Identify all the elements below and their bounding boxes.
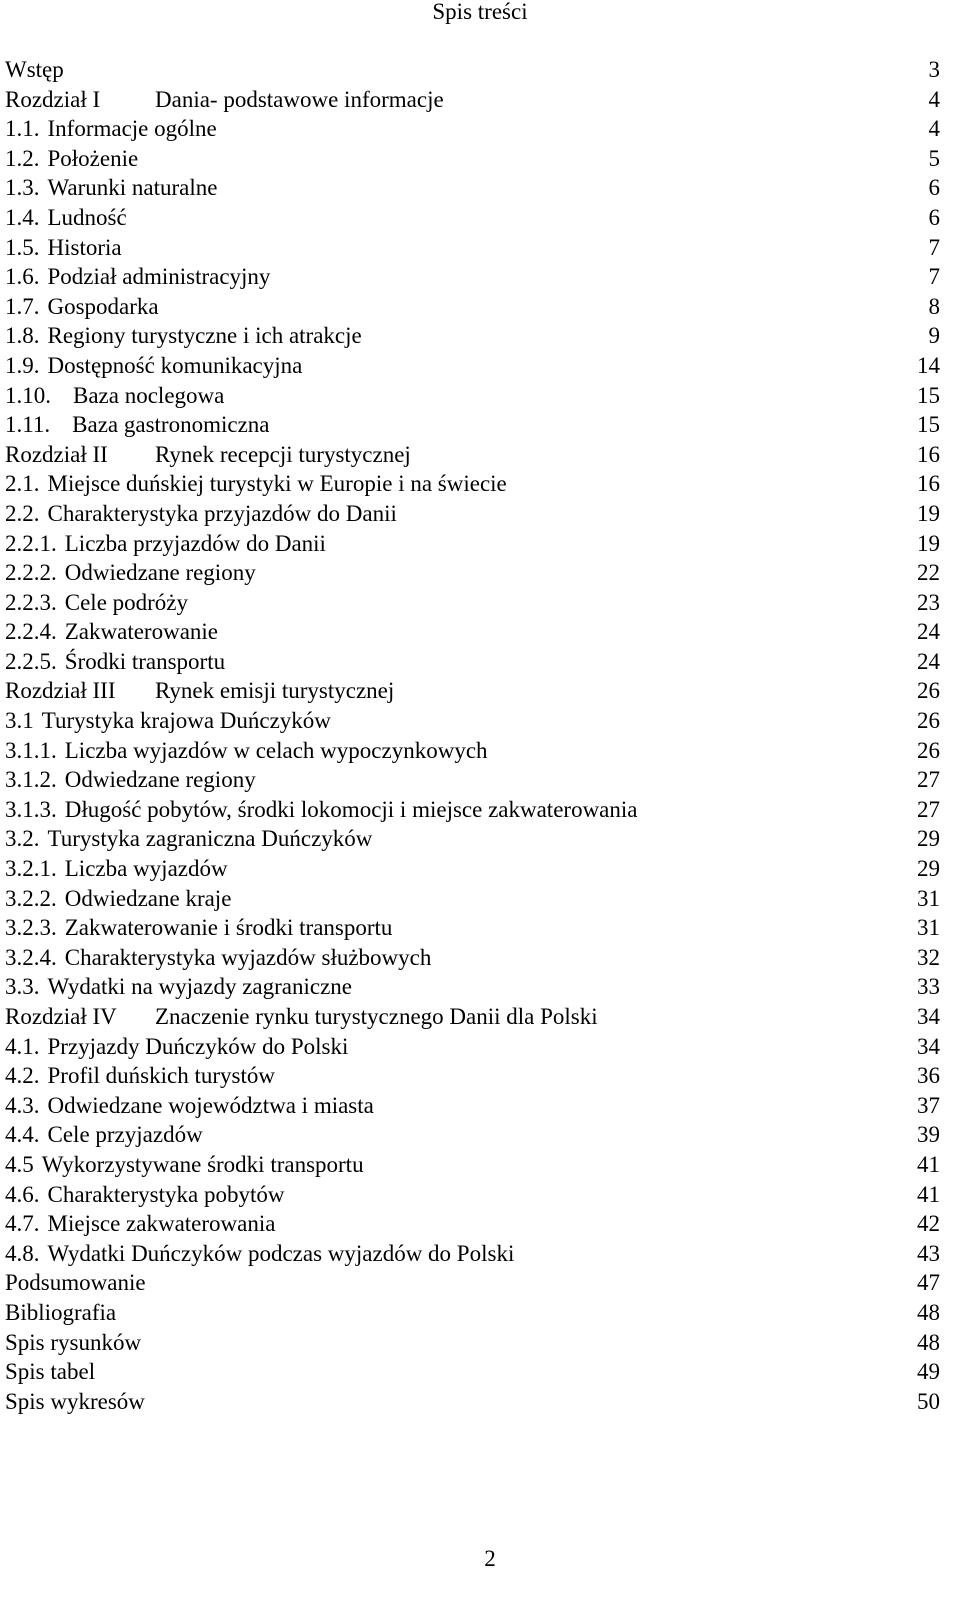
toc-entry bbox=[5, 706, 940, 736]
toc-entry-number: 3.1.1. bbox=[5, 737, 57, 763]
toc-entry bbox=[5, 114, 940, 144]
toc-entry-page: 7 bbox=[928, 264, 940, 290]
toc-entry-page: 41 bbox=[917, 1151, 940, 1177]
toc-entry-page: 15 bbox=[917, 412, 940, 438]
toc-entry-number: Rozdział III bbox=[5, 678, 116, 704]
toc-entry-number: 2.2.3. bbox=[5, 589, 57, 615]
toc-entry-number: 3.2.3. bbox=[5, 915, 57, 941]
toc-entry-title: Położenie bbox=[47, 145, 139, 171]
toc-entry-page: 26 bbox=[917, 678, 940, 704]
toc-entry bbox=[5, 824, 940, 854]
toc-entry-title: Długość pobytów, środki lokomocji i miejsce zakwaterowania bbox=[64, 796, 638, 822]
toc-entry-page: 47 bbox=[917, 1270, 940, 1296]
toc-entry bbox=[5, 410, 940, 440]
toc-entry-page: 24 bbox=[917, 619, 940, 645]
toc-entry bbox=[5, 1298, 940, 1328]
toc-entry-title: Historia bbox=[47, 234, 122, 260]
toc-entry bbox=[5, 1091, 940, 1121]
toc-entry-title: Baza gastronomiczna bbox=[72, 412, 270, 438]
toc-entry-number: Rozdział IV bbox=[5, 1004, 117, 1029]
toc-entry-title: Przyjazdy Duńczyków do Polski bbox=[47, 1033, 349, 1059]
toc-entry bbox=[5, 381, 940, 411]
toc-entry-title: Odwiedzane regiony bbox=[64, 560, 256, 586]
toc-entry bbox=[5, 1120, 940, 1150]
toc-entry bbox=[5, 647, 940, 677]
toc-entry bbox=[5, 1180, 940, 1210]
toc-entry bbox=[5, 1061, 940, 1091]
toc-entry bbox=[5, 440, 940, 470]
toc-entry bbox=[5, 1357, 940, 1387]
toc-entry-number: 3.2.1. bbox=[5, 856, 57, 882]
toc-entry bbox=[5, 292, 940, 322]
toc-entry-title: Wykorzystywane środki transportu bbox=[41, 1151, 364, 1177]
toc-entry-page: 22 bbox=[917, 560, 940, 586]
toc-entry-number: 4.2. bbox=[5, 1063, 40, 1089]
toc-entry bbox=[5, 1032, 940, 1062]
toc-entry-number: 4.7. bbox=[5, 1211, 40, 1237]
toc-entry bbox=[5, 588, 940, 618]
toc-entry-number: 3.3. bbox=[5, 974, 40, 1000]
toc-entry-title: Baza noclegowa bbox=[73, 382, 225, 408]
toc-entry bbox=[5, 972, 940, 1002]
toc-entry-title: Liczba wyjazdów w celach wypoczynkowych bbox=[64, 737, 488, 763]
toc-entry-number: 3.2.4. bbox=[5, 944, 57, 970]
toc-entry-page: 31 bbox=[917, 915, 940, 941]
toc-entry-title: Znaczenie rynku turystycznego Danii dla Polski bbox=[155, 1004, 598, 1029]
toc-entry-number: 2.2.1. bbox=[5, 530, 57, 556]
toc-entry-page: 26 bbox=[917, 708, 940, 734]
toc-entry-page: 37 bbox=[917, 1092, 940, 1118]
toc-entry bbox=[5, 262, 940, 292]
toc-entry-title: Środki transportu bbox=[64, 648, 226, 674]
toc-entry-title: Zakwaterowanie bbox=[64, 619, 219, 645]
toc-entry-page: 42 bbox=[917, 1211, 940, 1237]
toc-entry-page: 3 bbox=[928, 57, 940, 82]
toc-entry bbox=[5, 558, 940, 588]
toc-entry-title: Gospodarka bbox=[47, 293, 159, 319]
toc-entry-title: Zakwaterowanie i środki transportu bbox=[64, 915, 393, 941]
toc-entry bbox=[5, 173, 940, 203]
toc-entry-page: 41 bbox=[917, 1181, 940, 1207]
toc-entry-number: 1.3. bbox=[5, 175, 40, 201]
toc-entry-title: Miejsce duńskiej turystyki w Europie i na świecie bbox=[47, 471, 507, 497]
toc-entry-number: Rozdział II bbox=[5, 441, 108, 467]
toc-entry-title: Informacje ogólne bbox=[47, 116, 217, 142]
toc-entry-page: 14 bbox=[917, 352, 940, 378]
toc-entry-number: 1.9. bbox=[5, 352, 40, 378]
toc-entry-title: Charakterystyka wyjazdów służbowych bbox=[64, 944, 432, 970]
toc-entry-title: Profil duńskich turystów bbox=[47, 1063, 275, 1089]
toc-entry-number: 1.11. bbox=[5, 412, 51, 438]
toc-entry bbox=[5, 321, 940, 351]
toc-entry-page: 39 bbox=[917, 1122, 940, 1148]
toc-entry-page: 27 bbox=[917, 796, 940, 822]
toc-entry bbox=[5, 351, 940, 381]
toc-entry-title: Rynek emisji turystycznej bbox=[155, 678, 395, 704]
toc-entry bbox=[5, 233, 940, 263]
toc-entry-title: Rynek recepcji turystycznej bbox=[155, 441, 411, 467]
toc-entry-number: 4.4. bbox=[5, 1122, 40, 1148]
toc-entry-page: 27 bbox=[917, 767, 940, 793]
toc-entry bbox=[5, 85, 940, 115]
toc-entry-title: Wydatki Duńczyków podczas wyjazdów do Polski bbox=[47, 1240, 515, 1266]
toc-entry-title: Turystyka zagraniczna Duńczyków bbox=[47, 826, 373, 852]
toc-entry-number: 3.1.2. bbox=[5, 767, 57, 793]
toc-entry-page: 29 bbox=[917, 826, 940, 852]
toc-entry-number: 4.5 bbox=[5, 1151, 34, 1177]
toc-entry-title: Cele podróży bbox=[64, 589, 189, 615]
toc-entry bbox=[5, 1002, 940, 1032]
toc-entry bbox=[5, 1150, 940, 1180]
toc-entry-page: 24 bbox=[917, 648, 940, 674]
toc-entry-page: 31 bbox=[917, 885, 940, 911]
toc-entry-page: 26 bbox=[917, 737, 940, 763]
toc-entry-page: 50 bbox=[917, 1388, 940, 1414]
toc-entry-title: Odwiedzane województwa i miasta bbox=[47, 1092, 374, 1118]
toc-entry-number: 1.7. bbox=[5, 293, 40, 319]
toc-entry-title: Odwiedzane kraje bbox=[64, 885, 232, 911]
toc-entry bbox=[5, 676, 940, 706]
toc-entry-number: 4.1. bbox=[5, 1033, 40, 1059]
toc-entry-number: 4.8. bbox=[5, 1240, 40, 1266]
toc-entry bbox=[5, 765, 940, 795]
toc-entry-page: 33 bbox=[917, 974, 940, 1000]
toc-entry bbox=[5, 469, 940, 499]
toc-entry-number: 1.4. bbox=[5, 204, 40, 230]
toc-entry-number: 3.1 bbox=[5, 708, 34, 734]
toc-entry-page: 7 bbox=[928, 234, 940, 260]
toc-entry-title: Charakterystyka pobytów bbox=[47, 1181, 285, 1207]
toc-entry-page: 6 bbox=[928, 204, 940, 230]
toc-entry-page: 8 bbox=[928, 293, 940, 319]
toc-entry bbox=[5, 1239, 940, 1269]
toc-entry-page: 34 bbox=[917, 1033, 940, 1059]
toc-entry-number: 2.2. bbox=[5, 500, 40, 526]
toc-entry bbox=[5, 617, 940, 647]
toc-entry-number: 1.5. bbox=[5, 234, 40, 260]
toc-entry-page: 9 bbox=[928, 323, 940, 349]
toc-entry-title: Liczba wyjazdów bbox=[64, 856, 228, 882]
toc-entry-page: 16 bbox=[917, 441, 940, 467]
toc-entry-page: 43 bbox=[917, 1240, 940, 1266]
toc-entry-number: 3.2. bbox=[5, 826, 40, 852]
toc-entry-title: Regiony turystyczne i ich atrakcje bbox=[47, 323, 362, 349]
toc-entry-number: 4.3. bbox=[5, 1092, 40, 1118]
toc-entry-number: 2.2.4. bbox=[5, 619, 57, 645]
toc-entry-page: 16 bbox=[917, 471, 940, 497]
toc-entry-number: 2.2.2. bbox=[5, 560, 57, 586]
toc-entry-title: Spis rysunków bbox=[5, 1329, 142, 1355]
toc-entry bbox=[5, 736, 940, 766]
toc-entry-page: 5 bbox=[928, 145, 940, 171]
toc-entry-number: 4.6. bbox=[5, 1181, 40, 1207]
toc-entry-title: Podsumowanie bbox=[5, 1270, 146, 1296]
toc-entry bbox=[5, 1209, 940, 1239]
toc-entry-title: Wstęp bbox=[5, 57, 64, 82]
toc-entry-page: 48 bbox=[917, 1299, 940, 1325]
toc-entry-title: Charakterystyka przyjazdów do Danii bbox=[47, 500, 397, 526]
toc-entry bbox=[5, 499, 940, 529]
toc-entry-page: 48 bbox=[917, 1329, 940, 1355]
toc-entry-number: 2.1. bbox=[5, 471, 40, 497]
toc-entry bbox=[5, 854, 940, 884]
toc-entry-page: 29 bbox=[917, 856, 940, 882]
toc-entry-page: 19 bbox=[917, 530, 940, 556]
toc-entry-number: 1.2. bbox=[5, 145, 40, 171]
toc-entry-number: 1.8. bbox=[5, 323, 40, 349]
toc-entry bbox=[5, 913, 940, 943]
toc-entry bbox=[5, 55, 940, 85]
toc-entry-title: Cele przyjazdów bbox=[47, 1122, 203, 1148]
toc-entry-page: 32 bbox=[917, 944, 940, 970]
toc-entry-number: 1.6. bbox=[5, 264, 40, 290]
toc-entry bbox=[5, 529, 940, 559]
toc-entry-number: 3.1.3. bbox=[5, 796, 57, 822]
toc-entry-number: 3.2.2. bbox=[5, 885, 57, 911]
toc-entry bbox=[5, 1328, 940, 1358]
toc-entry-title: Wydatki na wyjazdy zagraniczne bbox=[47, 974, 352, 1000]
toc-entry bbox=[5, 795, 940, 825]
toc-entry-number: 1.1. bbox=[5, 116, 40, 142]
toc-entry-page: 34 bbox=[917, 1004, 940, 1029]
toc-entry-title: Miejsce zakwaterowania bbox=[47, 1211, 276, 1237]
toc-entry-page: 23 bbox=[917, 589, 940, 615]
toc-entry-title: Turystyka krajowa Duńczyków bbox=[41, 708, 331, 734]
toc-entry-title: Bibliografia bbox=[5, 1299, 117, 1325]
toc-entry-page: 4 bbox=[928, 86, 940, 112]
toc-entry-title: Spis tabel bbox=[5, 1359, 96, 1385]
toc-entry-page: 49 bbox=[917, 1359, 940, 1385]
page-title: Spis treści bbox=[432, 0, 528, 24]
toc-entry-title: Ludność bbox=[47, 204, 127, 230]
toc-entry-page: 4 bbox=[928, 116, 940, 142]
toc-entry-title: Odwiedzane regiony bbox=[64, 767, 256, 793]
page-number: 2 bbox=[484, 1546, 496, 1571]
toc-entry bbox=[5, 943, 940, 973]
toc-entry bbox=[5, 203, 940, 233]
toc-entry-title: Podział administracyjny bbox=[47, 264, 271, 290]
toc-entry bbox=[5, 144, 940, 174]
toc-entry-number: 1.10. bbox=[5, 382, 51, 408]
toc-entry-page: 19 bbox=[917, 500, 940, 526]
toc-entry bbox=[5, 1268, 940, 1298]
table-of-contents bbox=[5, 55, 940, 1416]
toc-entry-page: 6 bbox=[928, 175, 940, 201]
toc-entry-title: Warunki naturalne bbox=[47, 175, 218, 201]
toc-entry-page: 36 bbox=[917, 1063, 940, 1089]
toc-entry-number: Rozdział I bbox=[5, 86, 101, 112]
toc-entry-number: 2.2.5. bbox=[5, 648, 57, 674]
toc-entry bbox=[5, 884, 940, 914]
toc-entry-title: Spis wykresów bbox=[5, 1388, 145, 1414]
toc-entry-title: Dania- podstawowe informacje bbox=[155, 86, 444, 112]
toc-entry-title: Dostępność komunikacyjna bbox=[47, 352, 303, 378]
toc-entry-page: 15 bbox=[917, 382, 940, 408]
toc-entry-title: Liczba przyjazdów do Danii bbox=[64, 530, 326, 556]
toc-entry bbox=[5, 1387, 940, 1417]
